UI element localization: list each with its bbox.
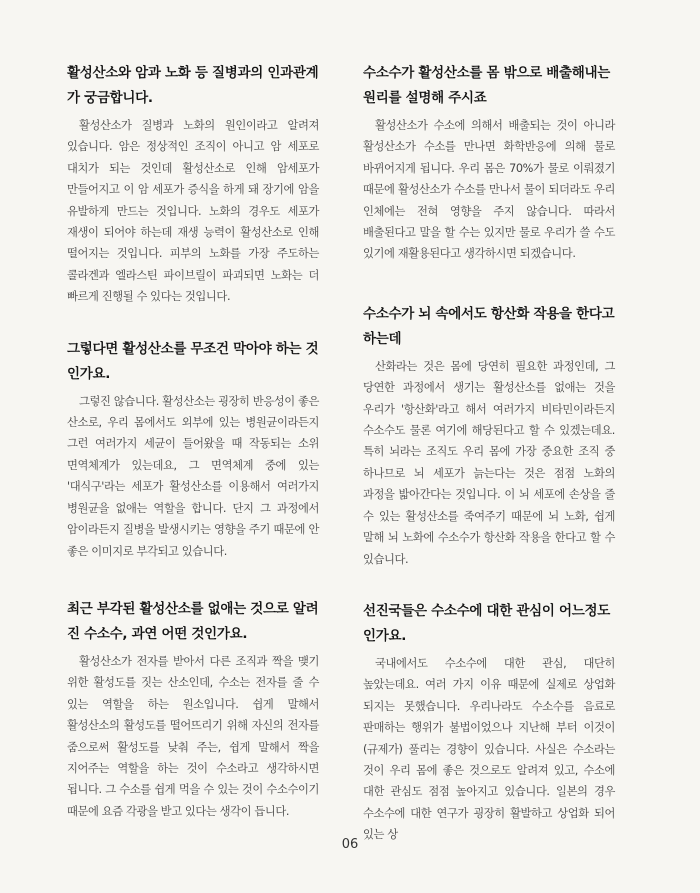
left-column (67, 60, 319, 822)
qa-block (363, 60, 615, 265)
question-heading: 최근 부각된 활성산소를 없애는 것으로 알려진 수소수, 과연 어떤 것인가요. (67, 600, 319, 642)
right-column (363, 60, 615, 846)
qa-block (67, 336, 319, 562)
qa-block (67, 60, 319, 308)
question-heading: 수소수가 뇌 속에서도 항산화 작용을 한다고 하는데 (363, 305, 615, 347)
answer-paragraph: 활성산소가 질병과 노화의 원인이라고 알려져 있습니다. 암은 정상적인 조직이 아니고 암 세포로 대치가 되는 것인데 활성산소로 인해 암세포가 만들어지고 이 암 세포가 증식을 하게 돼 장기에 암을 유발하게 만드는 것입니다. 노화의 경우도 세포가 재생이 되어야 하는데 재생 능력이 활성산소로 인해 떨어지는 것입니다. 피부의 노화를 가장 주도하는 콜라겐과 엘라스틴 파이브릴이 파괴되면 노화는 더 빠르게 진행될 수 있다는 것입니다. (67, 119, 319, 304)
answer-paragraph: 활성산소가 수소에 의해서 배출되는 것이 아니라 활성산소가 수소를 만나면 화학반응에 의해 물로 바뀌어지게 됩니다. 우리 몸은 70%가 물로 이뤄졌기 때문에 활성산소가 수소를 만나서 물이 되더라도 우리 인체에는 전혀 영향을 주지 않습니다. 따라서 배출된다고 말을 할 수는 있지만 물로 우리가 쓸 수도 있기에 재활용된다고 생각하시면 되겠습니다. (363, 119, 615, 261)
qa-block (363, 301, 615, 570)
answer-paragraph: 국내에서도 수소수에 대한 관심, 대단히 높았는데요. 여러 가지 이유 때문에 실제로 상업화 되지는 못했습니다. 우리나라도 수소수를 음료로 판매하는 행위가 불법이었으나 지난해 부터 이것이(규제가) 풀리는 경향이 있습니다. 사실은 수소라는 것이 우리 몸에 좋은 것으로도 알려져 있고, 수소에 대한 관심도 점점 높아지고 있습니다. 일본의 경우 수소수에 대한 연구가 굉장히 활발하고 상업화 되어 있는 상 (363, 656, 615, 842)
question-heading: 활성산소와 암과 노화 등 질병과의 인과관계가 궁금합니다. (67, 65, 319, 106)
qa-block (363, 598, 615, 846)
qa-block (67, 596, 319, 822)
answer-paragraph: 산화라는 것은 몸에 당연히 필요한 과정인데, 그 당연한 과정에서 생기는 활성산소를 없애는 것을 우리가 '항산화'라고 해서 여러가지 비타민이라든지 수소수도 물론 여기에 해당된다고 할 수 있겠는데요. 특히 뇌라는 조직도 우리 몸에 가장 중요한 조직 중 하나므로 뇌 세포가 늙는다는 것은 점점 노화의 과정을 밟아간다는 것입니다. 이 뇌 세포에 손상을 줄 수 있는 활성산소를 죽여주기 때문에 뇌 노화, 쉽게 말해 뇌 노화에 수소수가 항산화 작용을 한다고 할 수 있습니다. (363, 359, 615, 566)
page-number: 06 (341, 837, 359, 852)
question-heading: 그렇다면 활성산소를 무조건 막아야 하는 것인가요. (67, 340, 319, 382)
answer-paragraph: 활성산소가 전자를 받아서 다른 조직과 짝을 맺기 위한 활성도를 짓는 산소인데, 수소는 전자를 줄 수 있는 역할을 하는 원소입니다. 쉽게 말해서 활성산소의 활성도를 떨어뜨리기 위해 자신의 전자를 줌으로써 활성도를 낮춰 주는, 쉽게 말해서 짝을 지어주는 역할을 하는 것이 수소라고 생각하시면 됩니다. 그 수소를 쉽게 먹을 수 있는 것이 수소수이기 때문에 요즘 각광을 받고 있다는 생각이 듭니다. (67, 654, 319, 818)
question-heading: 수소수가 활성산소를 몸 밖으로 배출해내는 원리를 설명해 주시죠 (363, 65, 610, 106)
answer-paragraph: 그렇진 않습니다. 활성산소는 굉장히 반응성이 좋은 산소로, 우리 몸에서도 외부에 있는 병원균이라든지 그런 여러가지 세균이 들어왔을 때 작동되는 소위 면역체계가 있는데요, 그 면역체계 중에 있는 '대식구'라는 세포가 활성산소를 이용해서 여러가지 병원균을 없애는 역할을 합니다. 단지 그 과정에서 암이라든지 질병을 발생시키는 영향을 주기 때문에 안 좋은 이미지로 부각되고 있습니다. (67, 394, 319, 558)
question-heading: 선진국들은 수소수에 대한 관심이 어느정도인가요. (363, 602, 610, 644)
